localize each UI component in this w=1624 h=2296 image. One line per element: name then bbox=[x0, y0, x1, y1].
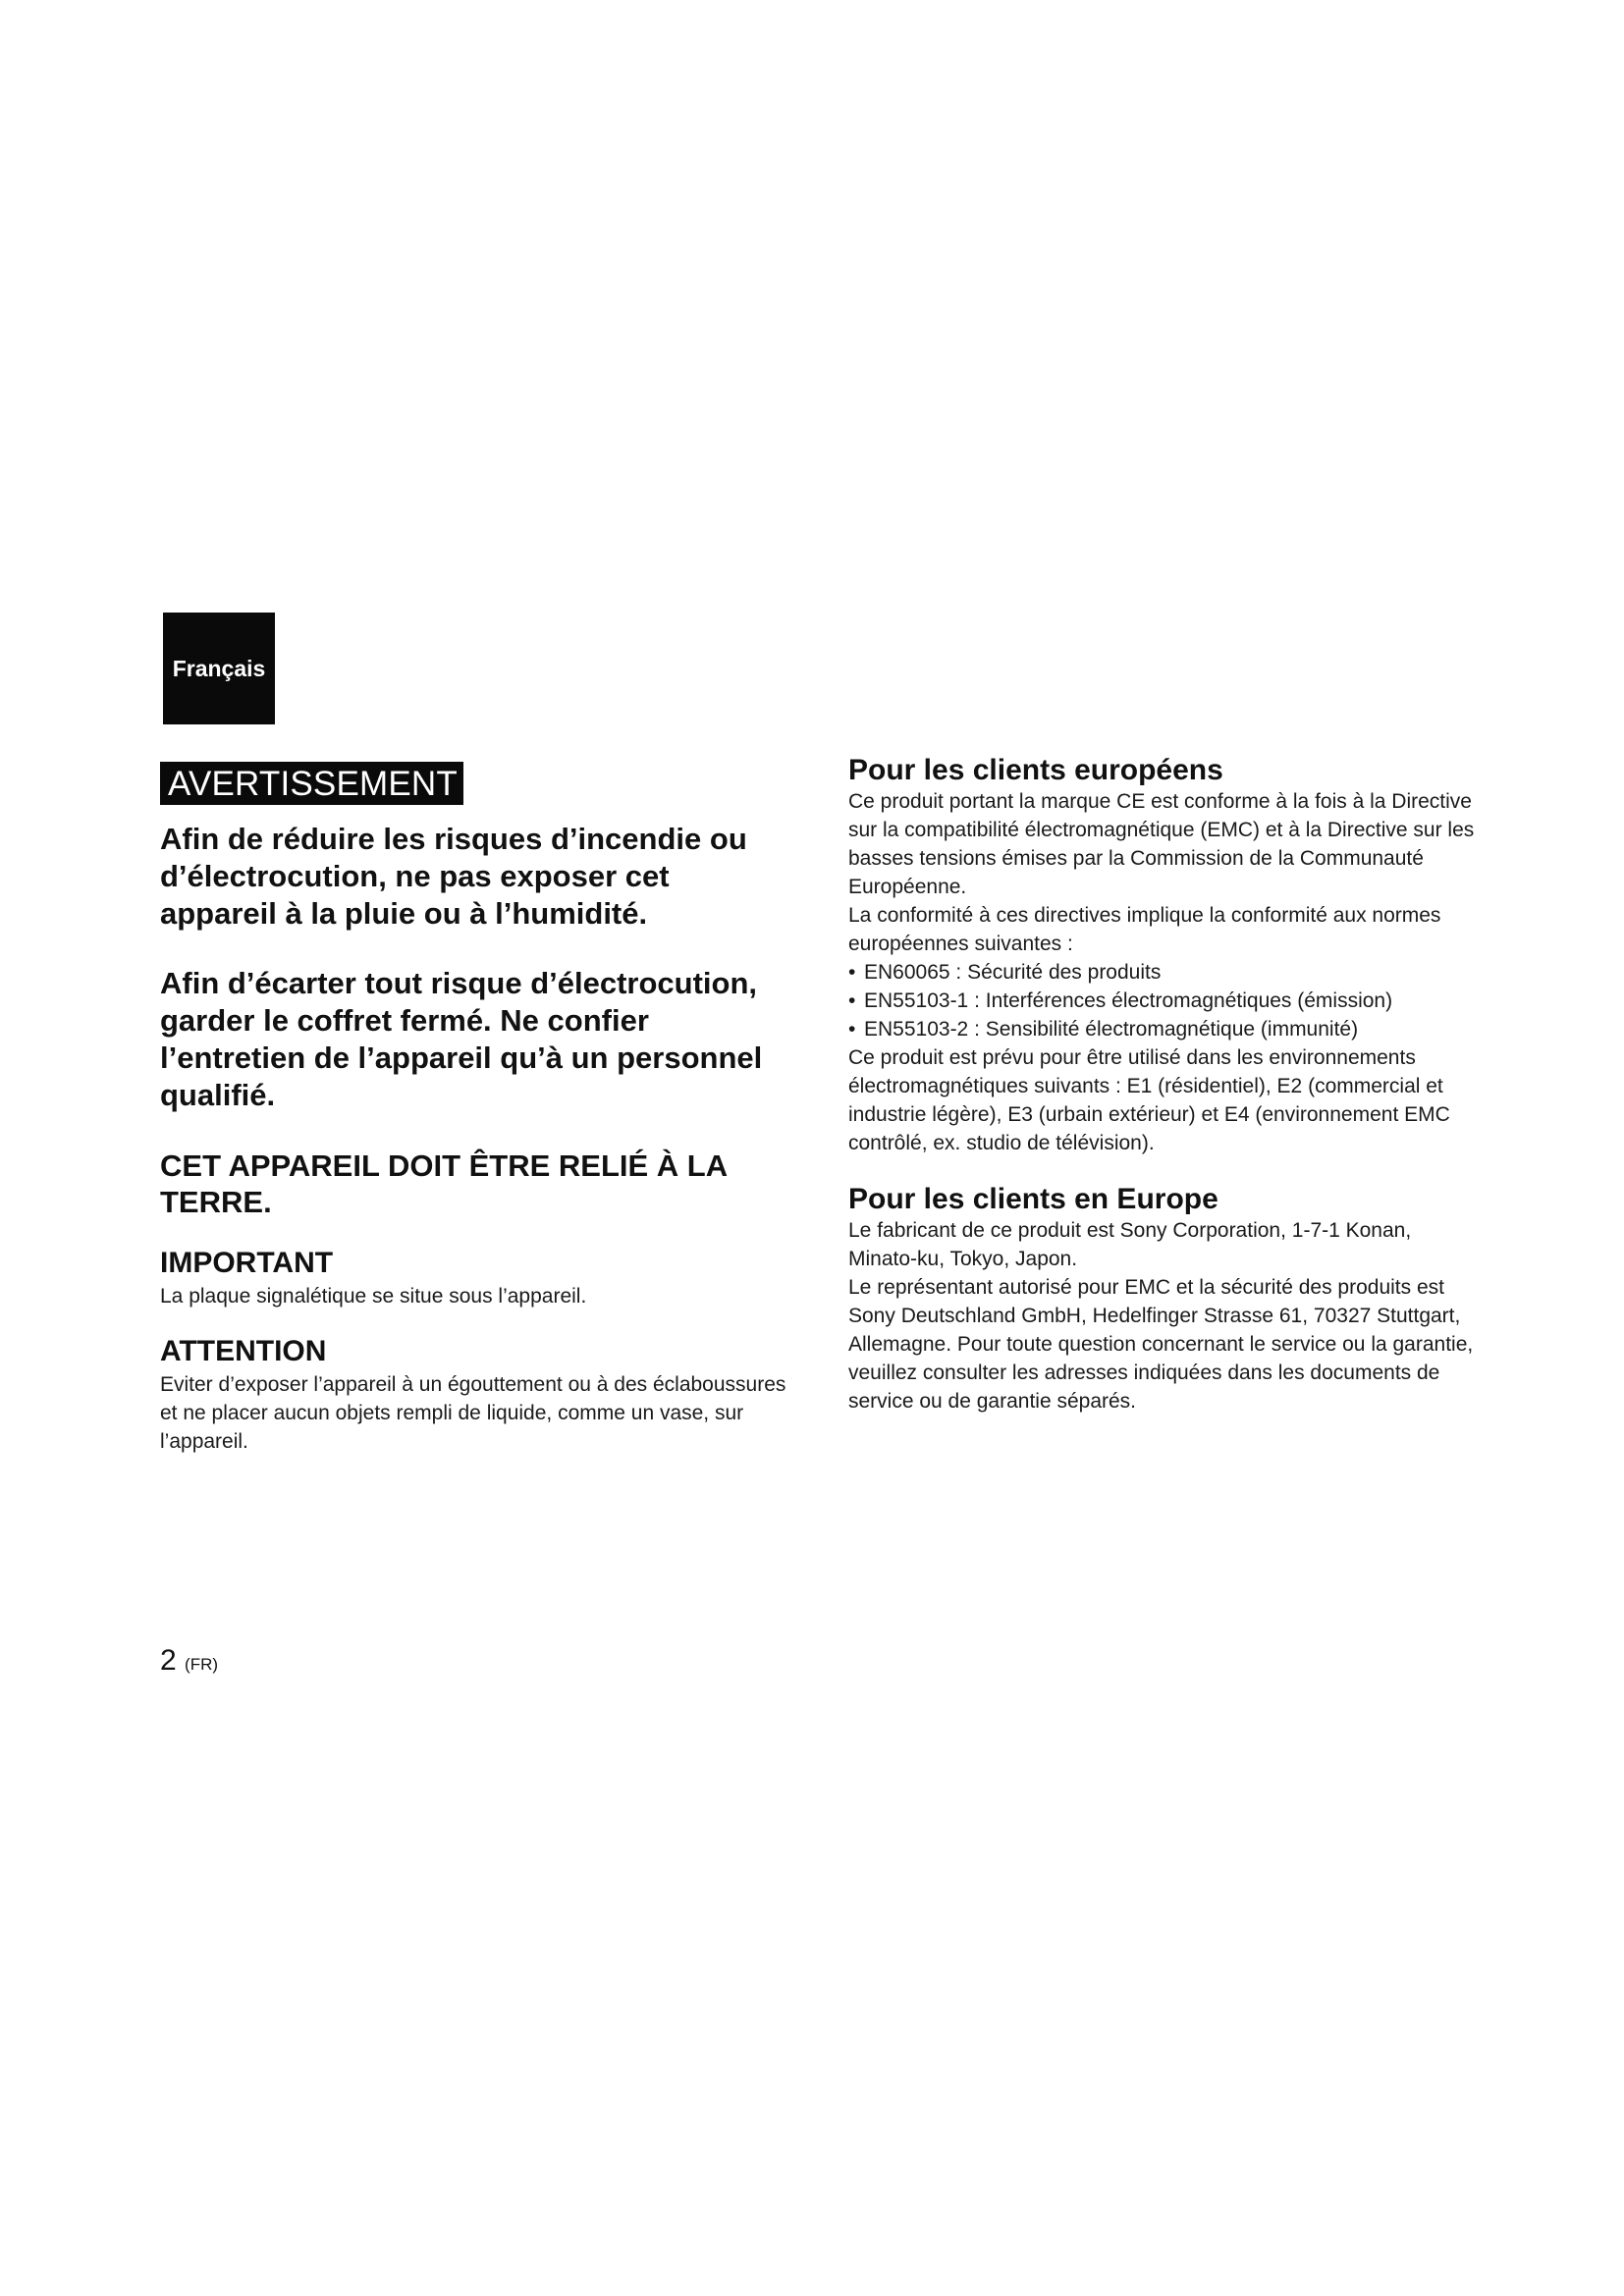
attention-heading: ATTENTION bbox=[160, 1335, 327, 1368]
bullet-icon: • bbox=[848, 961, 856, 984]
ce-conformity-text: Ce produit portant la marque CE est conforme à la fois à la Directive sur la compatibilité électromagnétique (EMC) et à la Directive sur les basses tensions émises par la Commission de la Communauté Européenne. bbox=[848, 790, 1475, 898]
left-column bbox=[160, 762, 788, 1456]
environments-text: Ce produit est prévu pour être utilisé dans les environnements électromagnétiques suivants : E1 (résidentiel), E2 (commercial et industrie légère), E3 (urbain extérieur) et E4 (environnement EMC contrôlé, ex. studio de télévision). bbox=[848, 1046, 1450, 1154]
earth-warning-text: CET APPAREIL DOIT ÊTRE RELIÉ À LA TERRE. bbox=[160, 1148, 727, 1220]
language-tab bbox=[163, 613, 275, 724]
right-column bbox=[848, 754, 1477, 1415]
standard-text: EN55103-1 : Interférences électromagnétiques (émission) bbox=[864, 989, 1393, 1012]
list-item bbox=[848, 1015, 1477, 1043]
list-item bbox=[848, 987, 1477, 1015]
bullet-icon: • bbox=[848, 989, 856, 1012]
bullet-icon: • bbox=[848, 1018, 856, 1041]
warning-fire-text: Afin de réduire les risques d’incendie ou d’électrocution, ne pas exposer cet appareil à la pluie ou à l’humidité. bbox=[160, 822, 747, 932]
standard-text: EN60065 : Sécurité des produits bbox=[864, 961, 1162, 984]
european-clients-heading: Pour les clients européens bbox=[848, 754, 1223, 786]
standards-list bbox=[848, 958, 1477, 1043]
page-number-value: 2 bbox=[160, 1644, 177, 1677]
list-item bbox=[848, 958, 1477, 987]
standard-text: EN55103-2 : Sensibilité électromagnétique (immunité) bbox=[864, 1018, 1359, 1041]
language-tab-label: Français bbox=[172, 655, 266, 681]
standards-intro-text: La conformité à ces directives implique la conformité aux normes européennes suivantes : bbox=[848, 904, 1441, 955]
page-number bbox=[160, 1644, 218, 1678]
warning-label: AVERTISSEMENT bbox=[160, 762, 463, 805]
warning-electrocution-text: Afin d’écarter tout risque d’électrocution, garder le coffret fermé. Ne confier l’entretien de l’appareil qu’à un personnel qualifié. bbox=[160, 966, 763, 1113]
representative-text: Le représentant autorisé pour EMC et la sécurité des produits est Sony Deutschland GmbH, Hedelfinger Strasse 61, 70327 Stuttgart, Allemagne. Pour toute question concernant le service ou la garantie, veuillez consulter les adresses indiquées dans les documents de service ou de garantie séparés. bbox=[848, 1276, 1474, 1413]
europe-clients-heading: Pour les clients en Europe bbox=[848, 1183, 1218, 1215]
page-language-code: (FR) bbox=[185, 1655, 219, 1674]
important-heading: IMPORTANT bbox=[160, 1247, 334, 1280]
manufacturer-text: Le fabricant de ce produit est Sony Corporation, 1-7-1 Konan, Minato-ku, Tokyo, Japon. bbox=[848, 1219, 1412, 1270]
attention-text: Eviter d’exposer l’appareil à un égouttement ou à des éclaboussures et ne placer aucun objets rempli de liquide, comme un vase, sur l’appareil. bbox=[160, 1373, 786, 1454]
important-text: La plaque signalétique se situe sous l’appareil. bbox=[160, 1285, 587, 1308]
